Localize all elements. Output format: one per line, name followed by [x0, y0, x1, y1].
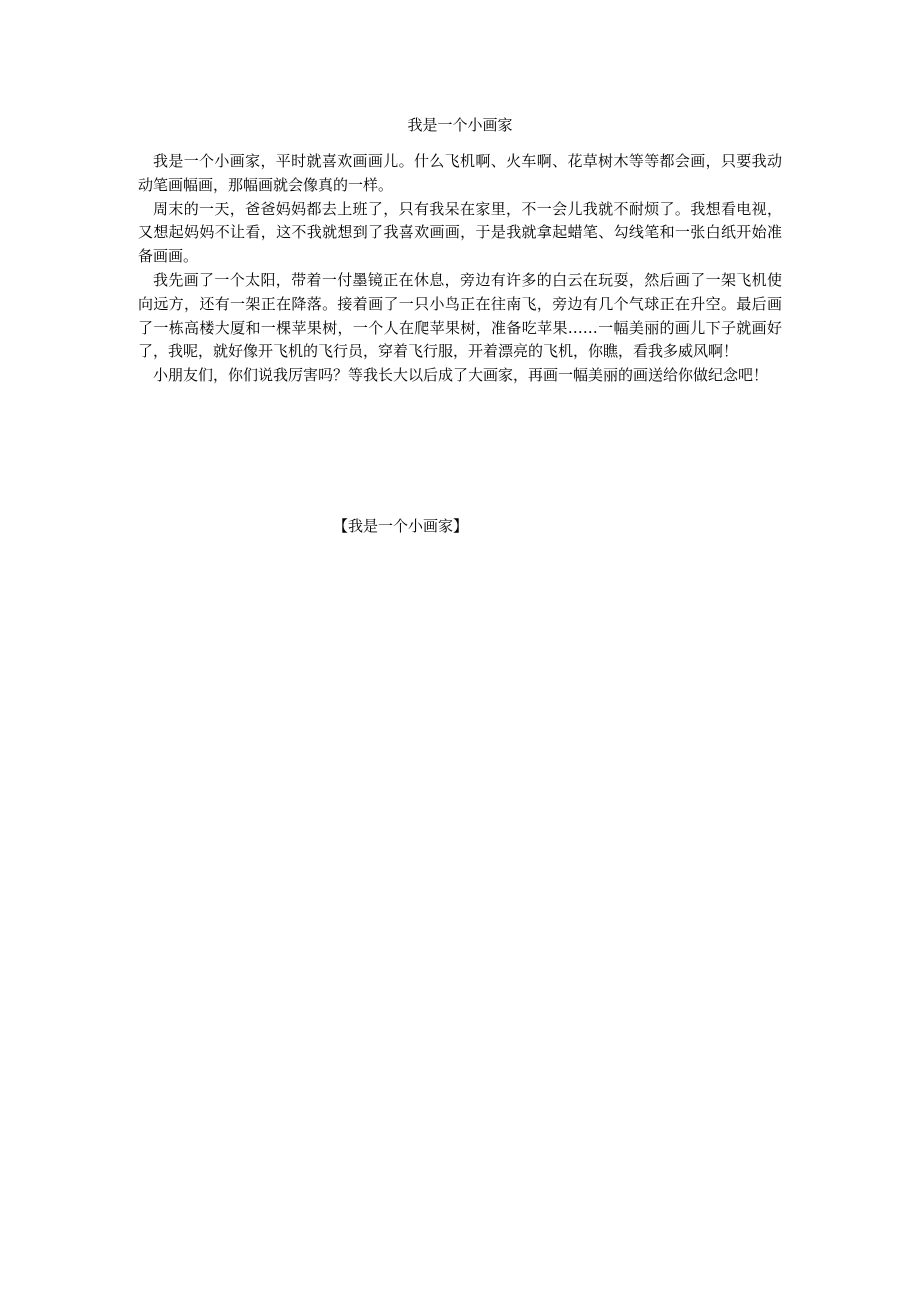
document-title: 我是一个小画家	[407, 116, 513, 134]
paragraph-3: 我先画了一个太阳，带着一付墨镜正在休息，旁边有许多的白云在玩耍，然后画了一架飞机使向远方，还有一架正在降落。接着画了一只小鸟正在往南飞，旁边有几个气球正在升空。最后画了一栋高楼大厦和一棵苹果树，一个人在爬苹果树，准备吃苹果……一幅美丽的画儿下子就画好了，我呢，就好像开飞机的飞行员，穿着飞行服，开着漂亮的飞机，你瞧，看我多威风啊！	[138, 270, 782, 361]
document-body	[138, 150, 782, 388]
paragraph-1: 我是一个小画家，平时就喜欢画画儿。什么飞机啊、火车啊、花草树木等等都会画，只要我动动笔画幅画，那幅画就会像真的一样。	[138, 152, 782, 194]
document-footer-title: 【我是一个小画家】	[333, 517, 469, 535]
paragraph-4: 小朋友们，你们说我厉害吗？等我长大以后成了大画家，再画一幅美丽的画送给你做纪念吧！	[153, 366, 769, 385]
paragraph-2: 周末的一天，爸爸妈妈都去上班了，只有我呆在家里，不一会儿我就不耐烦了。我想看电视，又想起妈妈不让看，这不我就想到了我喜欢画画，于是我就拿起蜡笔、勾线笔和一张白纸开始准备画画。	[138, 199, 782, 266]
